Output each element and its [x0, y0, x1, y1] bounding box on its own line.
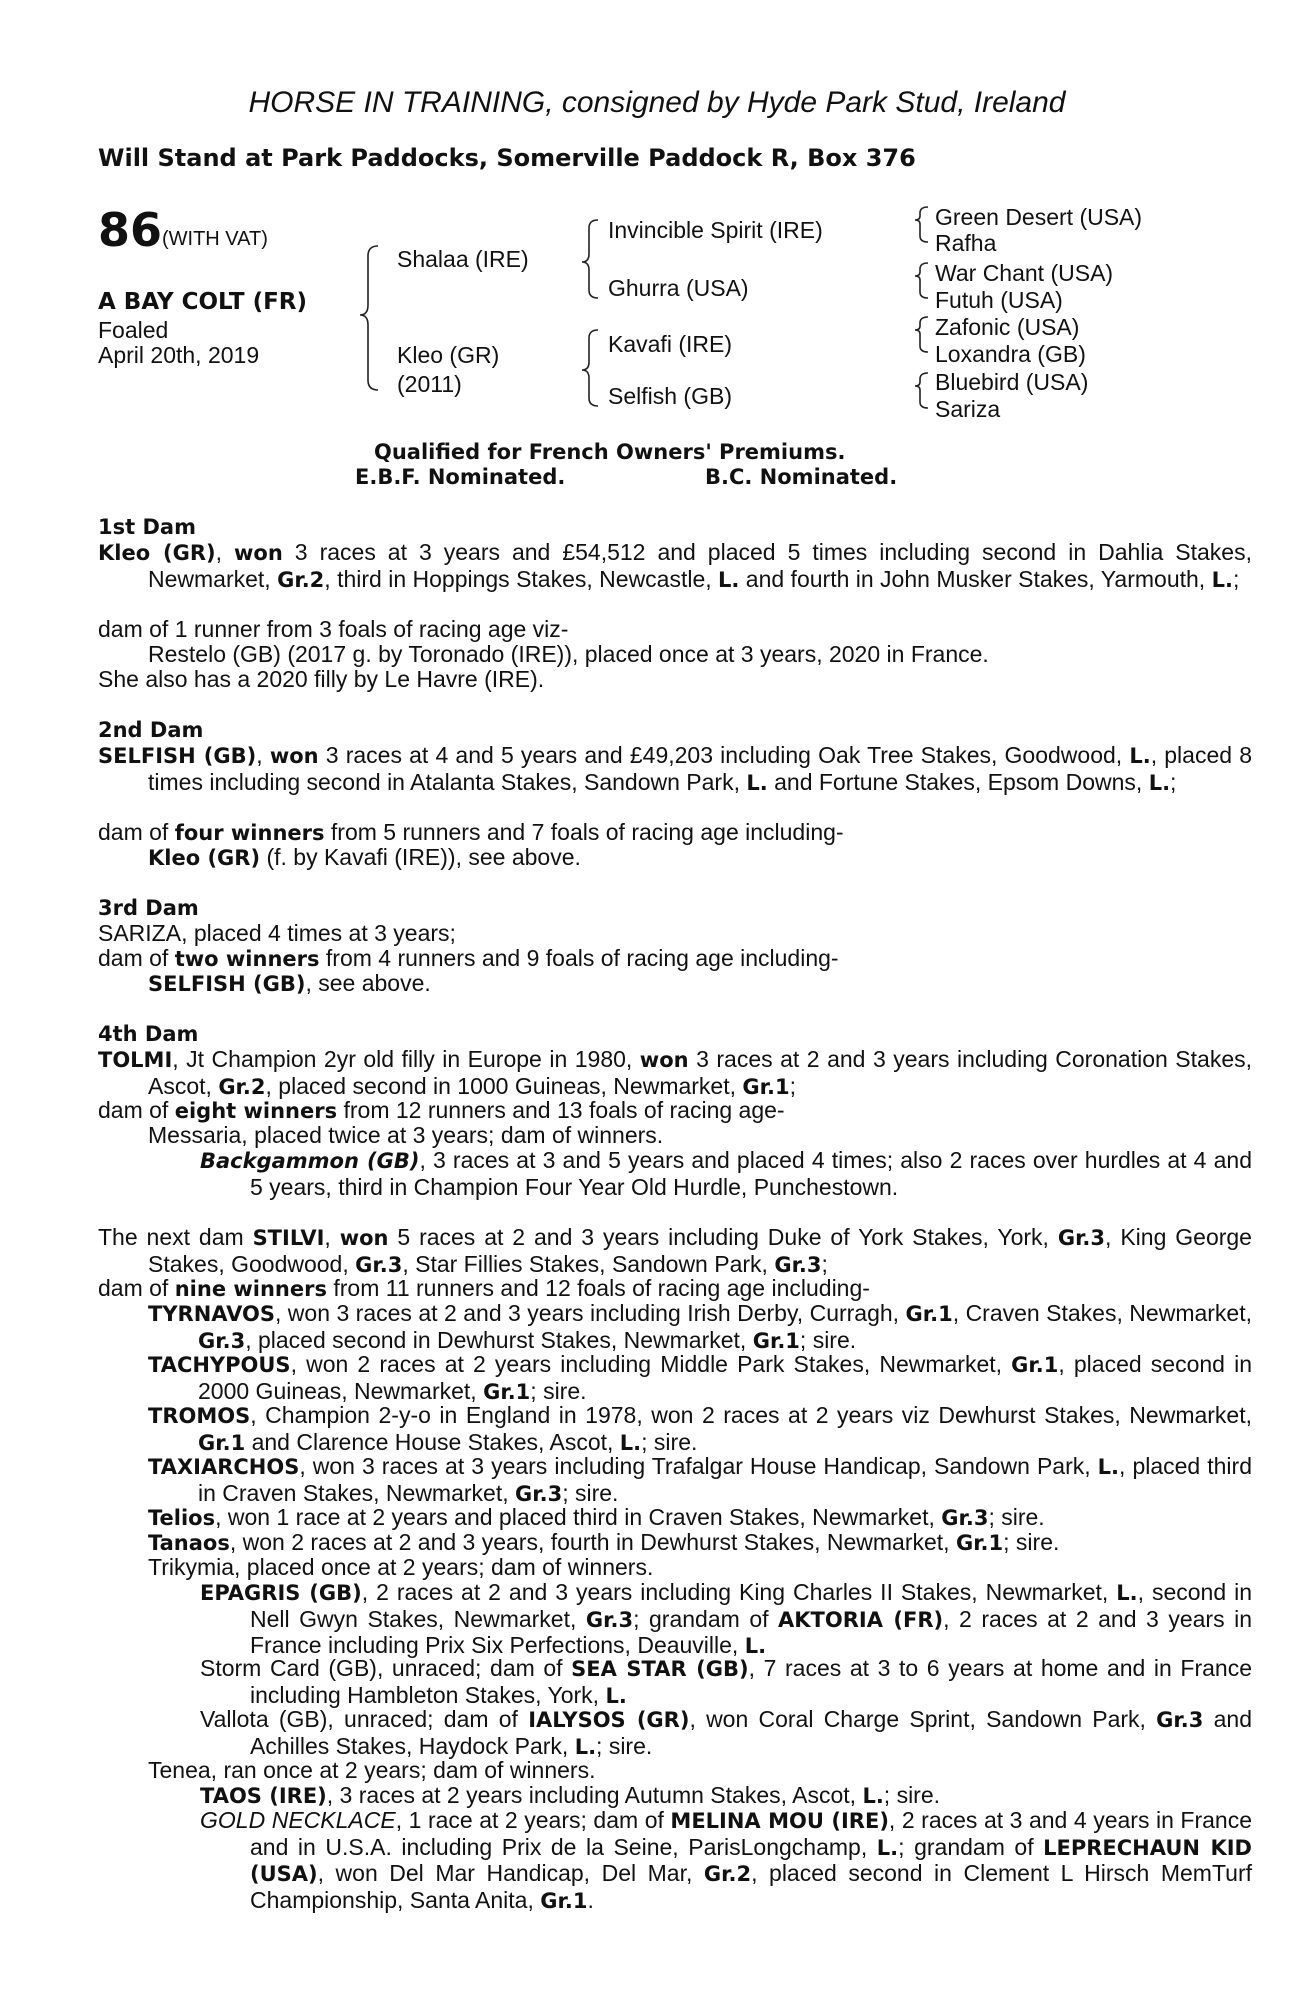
gold-grade-1: Gr.2 — [703, 1862, 752, 1886]
tanaos-text-2: ; sire. — [1003, 1529, 1060, 1555]
dam-year: (2011) — [397, 371, 462, 397]
tyrnavos-text-4: ; sire. — [799, 1326, 857, 1353]
dam1-grade-1: Gr.2 — [277, 567, 325, 592]
epagris-text-1: , 2 races at 2 and 3 years including King Charles II Stakes, Newmarket, — [361, 1579, 1117, 1605]
dam3-progeny — [148, 971, 431, 997]
lot-description: A BAY COLT (FR) — [98, 289, 308, 315]
backgammon-text: , 3 races at 3 and 5 years and placed 4 times; also 2 races over hurdles at 4 and 5 years, third in Champion Four Year Old Hurdle, Punchestown. — [250, 1147, 1252, 1200]
tromos-text-1: , Champion 2-y-o in England in 1978, won 2 races at 2 years viz Dewhurst Stakes, Newmarket, — [250, 1402, 1252, 1428]
dam4-text-3: , placed second in 1000 Guineas, Newmarket, — [265, 1072, 743, 1099]
gold-text-3: ; grandam of — [898, 1833, 1044, 1860]
next-text-1: 5 races at 2 and 3 years including Duke of York Stakes, York, — [388, 1224, 1058, 1250]
dam1-text-1: 3 races at 3 years and £54,512 and placed 5 times including second in Dahlia Stakes, Newmarket, — [148, 539, 1252, 592]
vallota-text-2: , won Coral Charge Sprint, Sandown Park, — [689, 1706, 1157, 1732]
taos-listed-1: L. — [862, 1784, 884, 1808]
entry-trikymia: Trikymia, placed once at 2 years; dam of winners. — [148, 1554, 654, 1580]
gold-necklace-name: GOLD NECKLACE — [200, 1807, 396, 1833]
dam1-listed-2: L. — [1211, 567, 1233, 592]
next-text-2: , King George Stakes, Goodwood, — [148, 1224, 1252, 1277]
vallota-grade-1: Gr.3 — [1156, 1708, 1204, 1732]
vallota-text-1: Vallota (GB), unraced; dam of — [200, 1706, 529, 1732]
dam1-text-3: and fourth in John Musker Stakes, Yarmouth, — [739, 565, 1212, 592]
entry-taxiarchos — [148, 1454, 1252, 1507]
tachypous-name: TACHYPOUS — [148, 1353, 291, 1377]
tachypous-text-3: ; sire. — [530, 1377, 587, 1404]
tanaos-grade-1: Gr.1 — [955, 1531, 1004, 1555]
dam-dam: Selfish (GB) — [608, 383, 732, 409]
entry-taos — [200, 1783, 940, 1809]
dam2-text-1: 3 races at 4 and 5 years and £49,203 including Oak Tree Stakes, Goodwood, — [318, 742, 1130, 768]
vat-note: (WITH VAT) — [162, 228, 268, 250]
gold-text-2: , 2 races at 3 and 4 years in France and in U.S.A. including Prix de la Seine, ParisLongchamp, — [250, 1807, 1252, 1860]
tachypous-text-2: , placed second in 2000 Guineas, Newmarket, — [198, 1351, 1252, 1404]
dam1-filly: She also has a 2020 filly by Le Havre (IRE). — [98, 666, 545, 692]
telios-text-1: , won 1 race at 2 years and placed third in Craven Stakes, Newmarket, — [215, 1504, 942, 1530]
tyrnavos-grade-1: Gr.1 — [905, 1302, 953, 1326]
taos-text-2: ; sire. — [883, 1782, 941, 1808]
stand-location: Will Stand at Park Paddocks, Somerville Paddock R, Box 376 — [98, 144, 916, 172]
dam2-dam-of-b: from 5 runners and 7 foals of racing age including- — [324, 819, 844, 845]
dam-sire: Kavafi (IRE) — [608, 331, 732, 357]
dam3-dam-of — [98, 946, 839, 972]
epagris-listed-1: L. — [1116, 1581, 1138, 1605]
dam2-progeny-name: Kleo (GR) — [148, 846, 261, 870]
dam4-winners: eight winners — [174, 1099, 338, 1123]
dam3-dam-of-b: from 4 runners and 9 foals of racing age including- — [319, 945, 839, 971]
next-text-3: , Star Fillies Stakes, Sandown Park, — [402, 1250, 775, 1277]
taxiarchos-grade-1: Gr.3 — [515, 1481, 563, 1506]
dam4-won: won — [639, 1048, 689, 1072]
taxiarchos-text-3: ; sire. — [562, 1479, 619, 1506]
epagris-grade-1: Gr.3 — [585, 1607, 634, 1632]
entry-gold-necklace — [200, 1808, 1252, 1914]
entry-tromos — [148, 1403, 1252, 1456]
bc-note: B.C. Nominated. — [705, 465, 898, 489]
vallota-text-4: ; sire. — [596, 1732, 653, 1759]
next-dam-of-a: dam of — [98, 1275, 175, 1301]
ebf-note: E.B.F. Nominated. — [355, 465, 566, 489]
taxiarchos-listed-1: L. — [1097, 1455, 1120, 1479]
entry-tyrnavos — [148, 1301, 1252, 1354]
dam4-dam-of-b: from 12 runners and 13 foals of racing age- — [337, 1097, 785, 1123]
taxiarchos-text-2: , placed third in Craven Stakes, Newmarket, — [198, 1453, 1252, 1506]
tyrnavos-text-2: , Craven Stakes, Newmarket, — [952, 1300, 1253, 1326]
next-sep: , — [324, 1224, 340, 1250]
gold-grade-2: Gr.1 — [540, 1888, 588, 1913]
backgammon-name: Backgammon (GB) — [200, 1149, 420, 1173]
dam2-won: won — [269, 744, 319, 768]
telios-grade-1: Gr.3 — [941, 1506, 989, 1530]
dam4-dam-of — [98, 1098, 785, 1124]
sire-sire: Invincible Spirit (IRE) — [608, 217, 823, 243]
tyrnavos-grade-3: Gr.1 — [752, 1328, 800, 1353]
next-text-4: ; — [821, 1250, 828, 1277]
storm-listed-1: L. — [605, 1683, 627, 1708]
next-grade-3: Gr.3 — [774, 1252, 822, 1277]
taos-text-1: , 3 races at 2 years including Autumn Stakes, Ascot, — [326, 1782, 863, 1808]
next-won: won — [339, 1226, 389, 1250]
sire-name: Shalaa (IRE) — [397, 246, 529, 272]
dam4-grade-2: Gr.1 — [742, 1074, 790, 1099]
dam1-progeny: Restelo (GB) (2017 g. by Toronado (IRE)), placed once at 3 years, 2020 in France. — [148, 641, 989, 667]
dam4-text-2: 3 races at 2 and 3 years including Coronation Stakes, Ascot, — [148, 1046, 1253, 1099]
dam1-text-2: , third in Hoppings Stakes, Newcastle, — [324, 565, 719, 592]
dam1-won: won — [234, 541, 283, 565]
sire-dam: Ghurra (USA) — [608, 275, 749, 301]
epagris-listed-2: L. — [744, 1634, 767, 1658]
vallota-listed-1: L. — [574, 1734, 597, 1759]
dam1-listed-1: L. — [718, 567, 740, 592]
foaled-label: Foaled — [98, 317, 169, 343]
tromos-name: TROMOS — [148, 1404, 251, 1428]
dam3-progeny-name: SELFISH (GB) — [148, 972, 306, 996]
dam4-grade-1: Gr.2 — [218, 1074, 266, 1099]
gold-text-5: , placed second in Clement L Hirsch MemTurf Championship, Santa Anita, — [250, 1860, 1252, 1913]
epagris-text-4: , 2 races at 2 and 3 years in France including Prix Six Perfections, Deauville, — [250, 1605, 1252, 1658]
tachypous-text-1: , won 2 races at 2 years including Middle Park Stakes, Newmarket, — [290, 1351, 1012, 1377]
dam3-progeny-text: , see above. — [305, 970, 431, 996]
dam-name: Kleo (GR) — [397, 342, 500, 368]
next-dam-of-b: from 11 runners and 12 foals of racing age including- — [326, 1275, 870, 1301]
dam1-runners: dam of 1 runner from 3 foals of racing age viz- — [98, 616, 569, 642]
dam2-listed-2: L. — [746, 770, 768, 795]
dam4-text-1: , Jt Champion 2yr old filly in Europe in 1980, — [172, 1046, 640, 1072]
next-name: STILVI — [252, 1226, 325, 1250]
ped-dss: Zafonic (USA) — [935, 314, 1080, 340]
tromos-text-2: and Clarence House Stakes, Ascot, — [245, 1428, 620, 1455]
tyrnavos-text-1: , won 3 races at 2 and 3 years including Irish Derby, Curragh, — [274, 1300, 906, 1326]
lot-number: 86 — [98, 203, 163, 257]
epagris-name: EPAGRIS (GB) — [200, 1581, 362, 1605]
gold-listed-1: L. — [876, 1835, 899, 1860]
dam2-name: SELFISH (GB) — [98, 744, 257, 768]
dam2-listed-1: L. — [1129, 744, 1151, 768]
gold-text-1: , 1 race at 2 years; dam of — [395, 1807, 671, 1833]
tachypous-grade-2: Gr.1 — [483, 1379, 531, 1404]
premiums-note: Qualified for French Owners' Premiums. — [374, 440, 846, 464]
ped-dds: Bluebird (USA) — [935, 369, 1089, 395]
dam2-winners: four winners — [174, 821, 325, 845]
epagris-text-2: , second in Nell Gwyn Stakes, Newmarket, — [250, 1579, 1252, 1632]
ped-sss: Green Desert (USA) — [935, 204, 1143, 230]
next-grade-1: Gr.3 — [1057, 1226, 1106, 1250]
dam4-paragraph — [98, 1047, 1252, 1100]
entry-tenea: Tenea, ran once at 2 years; dam of winners. — [148, 1757, 596, 1783]
storm-text-1: Storm Card (GB), unraced; dam of — [200, 1655, 572, 1681]
storm-text-2: , 7 races at 3 to 6 years at home and in France including Hambleton Stakes, York, — [250, 1655, 1253, 1708]
tromos-listed-1: L. — [619, 1430, 642, 1455]
tromos-grade-1: Gr.1 — [198, 1430, 246, 1455]
ped-dsd: Loxandra (GB) — [935, 341, 1086, 367]
dam4-messaria: Messaria, placed twice at 3 years; dam of winners. — [148, 1122, 664, 1148]
next-dam-of — [98, 1276, 870, 1302]
dam1-paragraph: Kleo (GR), won 3 races at 3 years and £54,512 and placed 5 times including second in Dahlia Stakes, Newmarket, Gr.2, third in Hoppings Stakes, Newcastle, L. and fourth in John Musker Stakes, Yarmouth, L.; — [98, 539, 1252, 592]
entry-tanaos — [148, 1530, 1059, 1556]
tanaos-text-1: , won 2 races at 2 and 3 years, fourth in Dewhurst Stakes, Newmarket, — [229, 1529, 956, 1555]
dam2-progeny-text: (f. by Kavafi (IRE)), see above. — [260, 844, 581, 870]
dam2-text-2: , placed 8 times including second in Atalanta Stakes, Sandown Park, — [148, 742, 1252, 795]
gold-text-6: . — [587, 1886, 594, 1913]
tyrnavos-name: TYRNAVOS — [148, 1302, 275, 1326]
dam2-listed-3: L. — [1148, 770, 1171, 795]
ped-sds: War Chant (USA) — [935, 260, 1114, 286]
taos-name: TAOS (IRE) — [200, 1784, 327, 1808]
next-grade-2: Gr.3 — [355, 1252, 403, 1277]
entry-telios — [148, 1505, 1045, 1531]
entry-tachypous — [148, 1352, 1252, 1405]
dam3-heading: 3rd Dam — [98, 896, 199, 920]
dam4-backgammon — [200, 1148, 1252, 1200]
epagris-text-3: ; grandam of — [633, 1605, 779, 1632]
tyrnavos-text-3: , placed second in Dewhurst Stakes, Newmarket, — [245, 1326, 753, 1353]
aktoria-name: AKTORIA (FR) — [778, 1607, 944, 1632]
tanaos-name: Tanaos — [148, 1531, 230, 1555]
sea-star-name: SEA STAR (GB) — [571, 1657, 749, 1681]
taxiarchos-text-1: , won 3 races at 3 years including Trafalgar House Handicap, Sandown Park, — [299, 1453, 1098, 1479]
ialysos-name: IALYSOS (GR) — [528, 1708, 690, 1732]
next-dam-paragraph — [98, 1225, 1252, 1278]
dam1-heading: 1st Dam — [98, 515, 196, 539]
dam2-text-3: and Fortune Stakes, Epsom Downs, — [767, 768, 1149, 795]
dam1-text-4: ; — [1232, 565, 1240, 592]
tromos-text-3: ; sire. — [641, 1428, 698, 1455]
dam1-name: Kleo (GR) — [98, 541, 216, 565]
dam3-dam-of-a: dam of — [98, 945, 175, 971]
dam2-progeny — [148, 845, 581, 871]
dam4-text-4: ; — [789, 1072, 796, 1099]
ped-sdd: Futuh (USA) — [935, 287, 1063, 313]
telios-name: Telios — [148, 1506, 216, 1530]
ped-ddd: Sariza — [935, 396, 1001, 422]
foaled-date: April 20th, 2019 — [98, 342, 260, 368]
vallota-text-3: and Achilles Stakes, Haydock Park, — [250, 1706, 1252, 1759]
tachypous-grade-1: Gr.1 — [1011, 1353, 1059, 1377]
dam2-heading: 2nd Dam — [98, 718, 204, 742]
dam2-paragraph: SELFISH (GB), won 3 races at 4 and 5 years and £49,203 including Oak Tree Stakes, Goodwood, L., placed 8 times including second in Atalanta Stakes, Sandown Park, L. and Fortune Stakes, Epsom Downs, L.; — [98, 742, 1252, 795]
dam3-winners: two winners — [174, 947, 320, 971]
telios-text-2: ; sire. — [988, 1504, 1045, 1530]
dam3-line1: SARIZA, placed 4 times at 3 years; — [98, 920, 456, 946]
dam2-text-4: ; — [1170, 768, 1177, 795]
dam2-dam-of — [98, 820, 844, 846]
dam4-heading: 4th Dam — [98, 1022, 199, 1046]
tyrnavos-grade-2: Gr.3 — [198, 1328, 246, 1353]
entry-epagris — [200, 1580, 1252, 1660]
leprechaun-kid-name: LEPRECHAUN KID (USA) — [250, 1835, 1252, 1886]
dam4-dam-of-a: dam of — [98, 1097, 175, 1123]
entry-storm-card — [200, 1656, 1252, 1709]
dam4-name: TOLMI — [98, 1048, 173, 1072]
dam2-dam-of-a: dam of — [98, 819, 175, 845]
gold-text-4: , won Del Mar Handicap, Del Mar, — [317, 1860, 704, 1886]
page-title: HORSE IN TRAINING, consigned by Hyde Park Stud, Ireland — [248, 86, 1066, 119]
taxiarchos-name: TAXIARCHOS — [148, 1455, 300, 1479]
ped-ssd: Rafha — [935, 230, 997, 256]
melina-mou-name: MELINA MOU (IRE) — [670, 1809, 889, 1833]
next-winners: nine winners — [174, 1277, 327, 1301]
next-intro: The next dam — [98, 1224, 253, 1250]
entry-vallota — [200, 1707, 1252, 1760]
